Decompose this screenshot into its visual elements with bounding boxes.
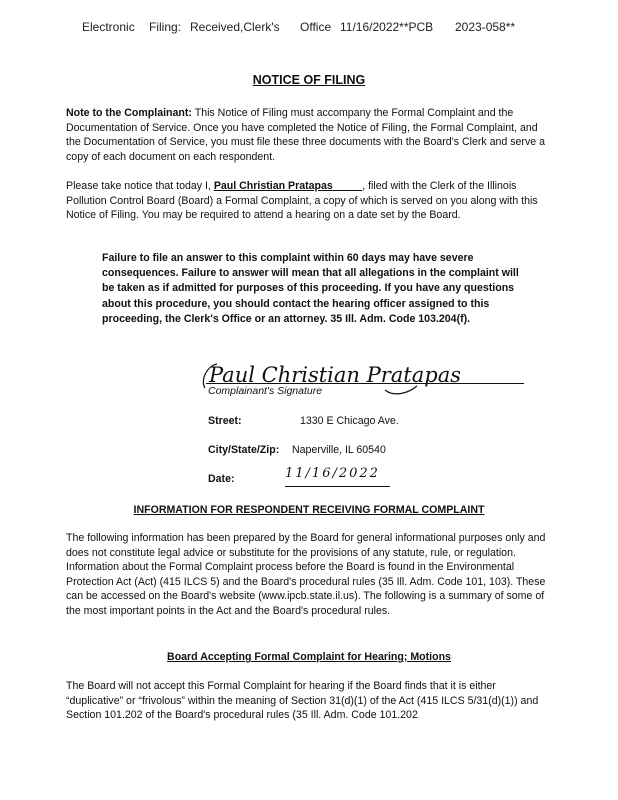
street-value: 1330 E Chicago Ave. <box>300 415 399 427</box>
stamp-office: Office <box>300 20 332 34</box>
notice-after: , filed with the Clerk of the Illinois Pollution Control Board (Board) a Formal Complaint, a copy of which is served on you along with this Notice of Filing. You may be required to attend a hearing on a date set by the Board. <box>66 180 538 222</box>
warning-paragraph: Failure to file an answer to this complaint within 60 days may have severe consequences. Failure to answer will mean that all allegations in the complaint will be taken as if admitted for purposes of this proceeding. If you have any questions about this procedure, you should contact the hearing officer assigned to this proceeding, the Clerk's Office or an attorney. 35 Ill. Adm. Code 103.204(f). <box>102 252 519 325</box>
page-title: NOTICE OF FILING <box>252 73 366 87</box>
stamp-case: 2023-058** <box>455 20 516 34</box>
note-label: Note to the Complainant: <box>66 107 192 119</box>
note-text: This Notice of Filing must accompany the Formal Complaint and the Documentation of Service. Once you have completed the Notice of Filing, the Formal Complaint, and the Documentation of Service, you must file these three documents with the Board's Clerk and serve a copy of each document on each respondent. <box>66 107 545 163</box>
stamp-received: Received,Clerk's <box>190 20 280 34</box>
stamp-electronic: Electronic <box>82 20 135 34</box>
complainant-name: Paul Christian Pratapas <box>213 180 333 192</box>
date-line <box>285 486 390 487</box>
note-paragraph <box>66 106 546 164</box>
info-paragraph: The following information has been prepared by the Board for general informational purposes only and does not constitute legal advice or substitute for the provisions of any statute, rule, or regulation. Information about the Formal Complaint process before the Board is found in the Environmental Protection Act (Act) (415 ILCS 5) and the Board's procedural rules (35 Ill. Adm. Code 101, 103). These can be accessed on the Board's website (www.ipcb.state.il.us). The following is a summary of some of the most important points in the Act and the Board's procedural rules. <box>66 532 546 617</box>
stamp-date: 11/16/2022**PCB <box>340 20 434 34</box>
signature-line <box>206 383 524 384</box>
city-label: City/State/Zip: <box>208 444 280 456</box>
board-paragraph: The Board will not accept this Formal Complaint for hearing if the Board finds that it is either “duplicative” or “frivolous” within the meaning of Section 31(d)(1) of the Act (415 ILCS 5/31(d)(1)) and Section 101.202 of the Board's procedural rules (35 Ill. Adm. Code 101.202 <box>66 680 539 722</box>
date-label: Date: <box>208 473 235 485</box>
signature-label: Complainant's Signature <box>208 385 323 397</box>
street-label: Street: <box>208 415 242 427</box>
notice-before: Please take notice that today I, <box>66 180 211 192</box>
notice-paragraph <box>66 179 546 223</box>
date-value: 11/16/2022 <box>285 466 380 481</box>
board-heading: Board Accepting Formal Complaint for Hearing; Motions <box>167 651 451 663</box>
stamp-filing: Filing: <box>149 20 182 34</box>
info-heading: INFORMATION FOR RESPONDENT RECEIVING FORMAL COMPLAINT <box>133 504 485 516</box>
city-value: Naperville, IL 60540 <box>292 444 386 456</box>
signature-text: Paul Christian Pratapas <box>209 363 462 387</box>
